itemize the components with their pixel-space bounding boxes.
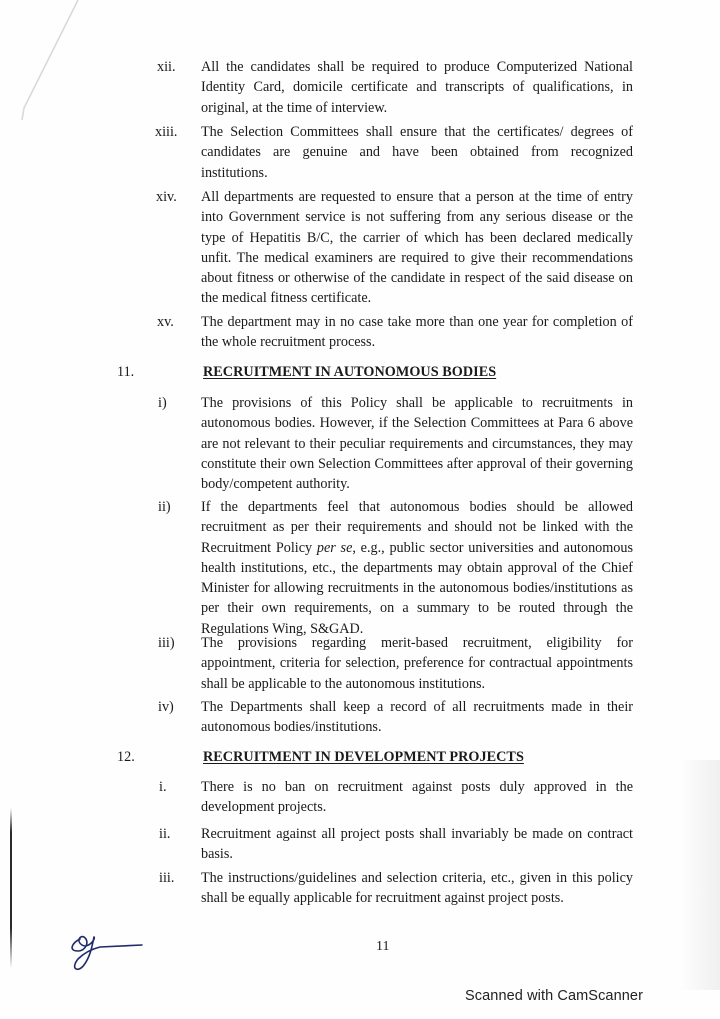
italic-phrase: per se — [316, 539, 353, 556]
item-number: xv. — [157, 314, 174, 330]
item-text: The provisions regarding merit-based recruitment, eligibility for appointment, criteria for selection, preference for contractual appointments shall be applicable to the autonomous institutions. — [201, 635, 633, 692]
item-number: iii. — [159, 870, 175, 886]
item-text: If the departments feel that autonomous bodies should be allowed recruitment as per their requirements and should not be linked with the Recruitment Policy per se, e.g., public sector universities and autonomous health institutions, etc., the departments may obtain approval of the Chief Minister for allowing recruitments in the autonomous bodies/institutions as per their own requirements, on a summary to be routed through the Regulations Wing, S&GAD. — [201, 499, 634, 637]
signature-icon — [66, 925, 146, 975]
item-number: xiv. — [156, 189, 177, 205]
scan-edge-line-artifact — [10, 808, 12, 968]
item-text: The Departments shall keep a record of all recruitments made in their autonomous bodies/institutions. — [201, 699, 633, 736]
scan-streak-artifact — [10, 0, 80, 120]
section-number: 11. — [117, 364, 135, 380]
item-text: The instructions/guidelines and selection criteria, etc., given in this policy shall be equally applicable for recruitment against project posts. — [201, 870, 633, 907]
item-number: i. — [159, 779, 167, 795]
camscanner-watermark: Scanned with CamScanner — [465, 988, 644, 1004]
item-number: ii) — [158, 499, 171, 515]
scan-shadow-artifact — [680, 760, 720, 990]
item-number: ii. — [159, 826, 171, 842]
item-number: xii. — [157, 59, 176, 75]
item-number: iv) — [158, 699, 174, 715]
section-number: 12. — [117, 749, 135, 765]
item-text: The provisions of this Policy shall be applicable to recruitments in autonomous bodies. However, if the Selection Committees at Para 6 above are not relevant to their peculiar requirements and circumstances, they may constitute their own Selection Committees after approval of their governing body/competent authority. — [201, 395, 633, 493]
item-text: The Selection Committees shall ensure that the certificates/ degrees of candidates are genuine and have been obtained from recognized institutions. — [201, 124, 633, 181]
item-number: xiii. — [155, 124, 178, 140]
section-heading: RECRUITMENT IN DEVELOPMENT PROJECTS — [203, 749, 524, 765]
item-text: All the candidates shall be required to produce Computerized National Identity Card, domicile certificate and transcripts of qualifications, in original, at the time of interview. — [201, 59, 633, 116]
item-text: All departments are requested to ensure that a person at the time of entry into Government service is not suffering from any serious disease or the type of Hepatitis B/C, the carrier of which has been declared medically unfit. The medical examiners are required to give their recommendations about fitness or otherwise of the candidate in respect of the said disease on the medical fitness certificate. — [201, 189, 633, 307]
item-number: iii) — [158, 635, 175, 651]
section-heading: RECRUITMENT IN AUTONOMOUS BODIES — [203, 364, 497, 380]
item-text: Recruitment against all project posts shall invariably be made on contract basis. — [201, 826, 633, 863]
item-text: There is no ban on recruitment against posts duly approved in the development projects. — [201, 779, 633, 816]
item-text: The department may in no case take more than one year for completion of the whole recruitment process. — [201, 314, 633, 351]
page-number: 11 — [376, 939, 390, 954]
item-number: i) — [158, 395, 167, 411]
